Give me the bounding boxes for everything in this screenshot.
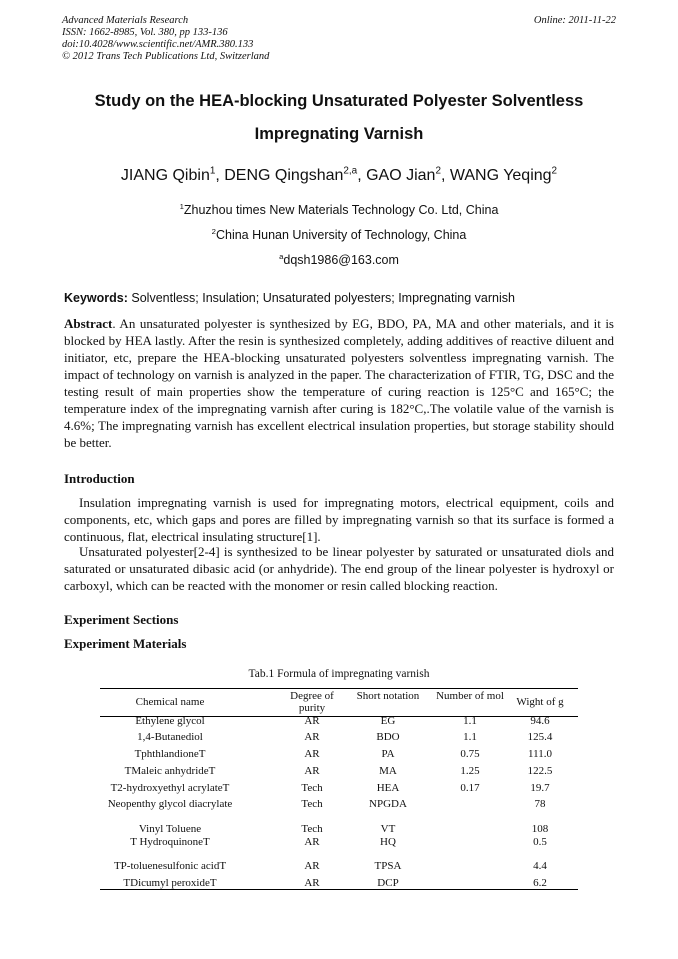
weight-cell: 19.7 [530,782,550,794]
table-bottom-rule [100,889,578,890]
author-affiliation-mark: 2 [435,165,441,177]
weight-cell: 108 [531,823,549,835]
affiliation-text: Zhuzhou times New Materials Technology Co. Ltd, China [183,203,499,217]
chemical-name-cell: TMaleic anhydrideT [124,765,216,777]
notation-cell: DCP [377,877,399,889]
journal-name: Advanced Materials Research [62,15,189,26]
affiliation-mark: 2 [211,226,216,236]
abstract [64,315,614,451]
chemical-name-cell: T2-hydroxyethyl acrylateT [110,782,230,794]
keywords [64,291,614,305]
author-separator: , [440,167,450,184]
header-number-of-mol: Number of mol [436,690,504,702]
weight-cell: 4.4 [533,860,547,872]
mol-cell: 0.17 [460,782,480,794]
purity-cell: Tech [301,798,323,810]
chemical-name-cell: T HydroquinoneT [130,836,210,848]
introduction-paragraph-1: Insulation impregnating varnish is used for impregnating motors, electrical equipment, coils and components, etc, which gaps and pores are filled by impregnating varnish so that its surface is formed a continuous, flat, electrical insulating structure[1]. [64,495,614,544]
header-degree-of-purity: Degree of purity [290,690,334,714]
header-short-notation: Short notation [356,690,420,702]
keywords-text: Solventless; Insulation; Unsaturated polyesters; Impregnating varnish [127,291,515,305]
notation-cell: MA [379,765,397,777]
notation-cell: TPSA [374,860,402,872]
author-name: WANG Yeqing [449,167,552,184]
header-weight-of-g: Wight of g [516,696,564,708]
notation-cell: NPGDA [369,798,407,810]
mol-cell: 1.1 [463,731,477,743]
purity-cell: AR [304,860,320,872]
chemical-name-cell: TP-toluenesulfonic acidT [113,860,227,872]
chemical-name-cell: TDicumyl peroxideT [123,877,217,889]
mol-cell: 1.25 [460,765,480,777]
author-email [40,253,638,267]
weight-cell: 111.0 [528,748,552,760]
chemical-name-cell: Neopenthy glycol diacrylate [107,798,233,810]
affiliation-mark: 1 [179,201,184,211]
purity-cell: Tech [301,782,323,794]
weight-cell: 94.6 [530,715,550,727]
journal-issn: ISSN: 1662-8985, Vol. 380, pp 133-136 [62,27,228,38]
weight-cell: 122.5 [527,765,553,777]
mol-cell: 0.75 [460,748,480,760]
paper-title-line-2: Impregnating Varnish [254,125,424,143]
keywords-label: Keywords: [64,291,128,305]
notation-cell: VT [380,823,396,835]
author-name: GAO Jian [366,167,436,184]
affiliation-2 [40,228,638,242]
email-text: dqsh1986@163.com [283,253,399,267]
notation-cell: PA [381,748,395,760]
online-date: Online: 2011-11-22 [533,15,616,26]
introduction-heading: Introduction [64,471,135,486]
purity-cell: AR [304,765,320,777]
journal-doi: doi:10.4028/www.scientific.net/AMR.380.133 [62,39,254,50]
chemical-name-cell: TphthlandioneT [134,748,206,760]
notation-cell: EG [380,715,396,727]
author-affiliation-mark: 1 [209,165,216,177]
notation-cell: HEA [376,782,400,794]
affiliation-1 [40,203,638,217]
journal-copyright: © 2012 Trans Tech Publications Ltd, Switzerland [62,51,270,62]
abstract-label: Abstract [64,316,113,331]
purity-cell: Tech [301,823,323,835]
weight-cell: 78 [534,798,546,810]
author-list [40,167,638,185]
mol-cell: 1.1 [463,715,477,727]
chemical-name-cell: Ethylene glycol [135,715,205,727]
purity-cell: AR [304,731,320,743]
weight-cell: 0.5 [533,836,547,848]
weight-cell: 125.4 [527,731,553,743]
experiment-heading: Experiment Sections [64,612,179,627]
abstract-text: . An unsaturated polyester is synthesized by EG, BDO, PA, MA and other materials, and it is blocked by HEA lastly. After the resin is synthesized completely, adding additives of reactive diluent and initiator, etc, prepare the HEA-blocking unsaturated polyesters solventless impregnating varnish. The impact of technology on varnish is analyzed in the paper. The characterization of FTIR, TG, DSC and the testing result of main properties show the temperature of curing reaction is 125°C and 165°C; the temperature index of the impregnating varnish after curing is 182°C,.The volatile value of the varnish is 4.6%; The impregnating varnish has excellent electrical insulation properties, but storage stability should be better. [64,316,614,450]
author-affiliation-mark: 2 [551,165,558,177]
author-separator: , [215,167,225,184]
purity-cell: AR [304,836,320,848]
purity-cell: AR [304,715,320,727]
author-separator: , [357,167,367,184]
notation-cell: HQ [380,836,396,848]
table-caption: Tab.1 Formula of impregnating varnish [248,668,430,680]
journal-header [62,15,616,63]
paper-title-line-1: Study on the HEA-blocking Unsaturated Polyester Solventless [94,92,584,110]
table-top-rule [100,688,578,689]
purity-cell: AR [304,877,320,889]
chemical-name-cell: 1,4-Butanediol [137,731,203,743]
chemical-name-cell: Vinyl Toluene [138,823,202,835]
introduction-paragraph-2: Unsaturated polyester[2-4] is synthesized to be linear polyester by saturated or unsaturated diols and saturated or unsaturated dibasic acid (or anhydride). The end group of the linear polyester is hydroxyl or carboxyl, which can be reacted with the monomer or resin called blocking reaction. [64,544,614,593]
author-affiliation-mark: 2,a [343,165,358,177]
purity-cell: AR [304,748,320,760]
author-name: DENG Qingshan [224,167,344,184]
weight-cell: 6.2 [533,877,547,889]
notation-cell: BDO [376,731,400,743]
header-chemical-name: Chemical name [135,696,205,708]
author-name: JIANG Qibin [120,167,210,184]
affiliation-mark: a [279,251,284,261]
affiliation-text: China Hunan University of Technology, China [215,228,467,242]
experiment-materials-heading: Experiment Materials [64,636,187,651]
